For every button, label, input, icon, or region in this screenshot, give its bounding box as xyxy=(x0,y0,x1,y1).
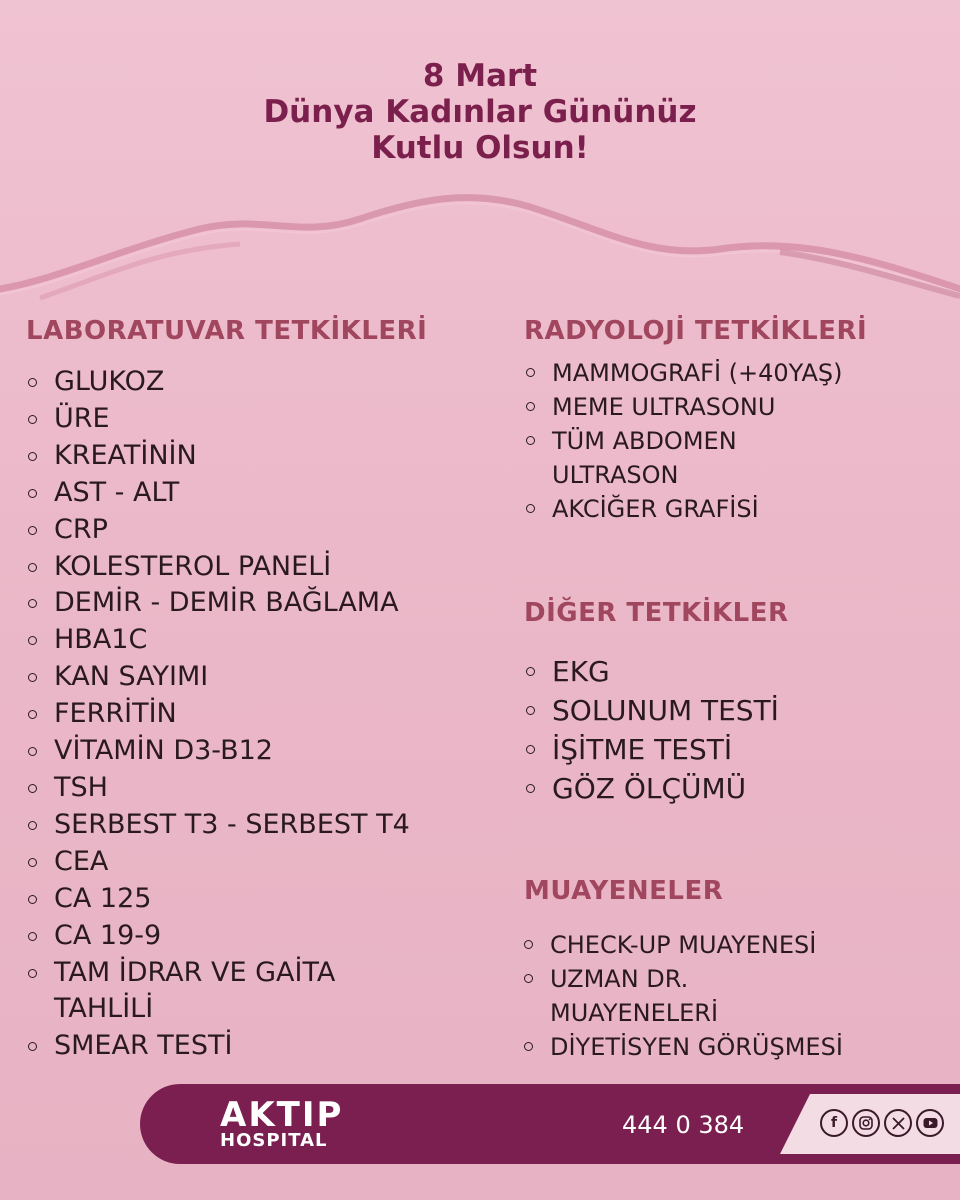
list-item: CA 125 xyxy=(54,881,410,918)
list-item-continuation: ULTRASON xyxy=(552,461,679,489)
list-item: HBA1C xyxy=(54,622,410,659)
list-item: İŞİTME TESTİ xyxy=(552,730,779,769)
phone-number[interactable]: 444 0 384 xyxy=(622,1111,745,1139)
bullet-icon xyxy=(526,504,535,513)
headline xyxy=(0,58,960,166)
list-item: GLUKOZ xyxy=(54,364,410,401)
bullet-icon xyxy=(28,969,37,978)
list-item: AKCİĞER GRAFİSİ xyxy=(552,492,842,526)
bullet-icon xyxy=(28,489,37,498)
exams-list xyxy=(550,928,843,1064)
list-item: SOLUNUM TESTİ xyxy=(552,691,779,730)
lab-section-title: LABORATUVAR TETKİKLERİ xyxy=(26,316,428,346)
bullet-icon xyxy=(28,747,37,756)
list-item: GÖZ ÖLÇÜMÜ xyxy=(552,769,779,808)
list-item: FERRİTİN xyxy=(54,696,410,733)
ribbon-decoration xyxy=(0,180,960,320)
x-icon[interactable] xyxy=(884,1109,912,1137)
bullet-icon xyxy=(524,940,533,949)
bullet-icon xyxy=(28,895,37,904)
bullet-icon xyxy=(526,745,535,754)
bullet-icon xyxy=(28,378,37,387)
headline-line-1: 8 Mart xyxy=(422,58,538,94)
list-item: MAMMOGRAFİ (+40YAŞ) xyxy=(552,356,842,390)
list-item: CA 19-9 xyxy=(54,918,410,955)
brand-logo-sub: HOSPITAL xyxy=(220,1130,328,1151)
list-item: ÜRE xyxy=(54,401,410,438)
list-item: SMEAR TESTİ xyxy=(54,1028,410,1065)
bullet-icon xyxy=(524,1042,533,1051)
bullet-icon xyxy=(28,415,37,424)
social-links xyxy=(820,1109,944,1137)
bullet-icon xyxy=(526,784,535,793)
bullet-icon xyxy=(28,452,37,461)
bullet-icon xyxy=(28,858,37,867)
bullet-icon xyxy=(526,402,535,411)
bullet-icon xyxy=(526,436,535,445)
bullet-icon xyxy=(28,784,37,793)
list-item: MEME ULTRASONU xyxy=(552,390,842,424)
other-section-title: DİĞER TETKİKLER xyxy=(524,598,789,628)
list-item: EKG xyxy=(552,652,779,691)
bullet-icon xyxy=(28,636,37,645)
other-list xyxy=(552,652,779,808)
exams-section-title: MUAYENELER xyxy=(524,876,724,906)
bullet-icon xyxy=(28,710,37,719)
list-item: TAM İDRAR VE GAİTA xyxy=(54,955,410,992)
bullet-icon xyxy=(526,368,535,377)
list-item: KOLESTEROL PANELİ xyxy=(54,549,410,586)
list-item: TÜM ABDOMEN xyxy=(552,424,842,458)
instagram-icon[interactable] xyxy=(852,1109,880,1137)
radiology-section-title: RADYOLOJİ TETKİKLERİ xyxy=(524,316,868,346)
list-item-continuation: MUAYENELERİ xyxy=(550,999,719,1027)
list-item: DEMİR - DEMİR BAĞLAMA xyxy=(54,585,410,622)
radiology-list xyxy=(552,356,842,526)
list-item-continuation: TAHLİLİ xyxy=(54,993,154,1025)
list-item: CRP xyxy=(54,512,410,549)
list-item: CEA xyxy=(54,844,410,881)
bullet-icon xyxy=(526,706,535,715)
bullet-icon xyxy=(28,599,37,608)
list-item: DİYETİSYEN GÖRÜŞMESİ xyxy=(550,1030,843,1064)
bullet-icon xyxy=(28,563,37,572)
bullet-icon xyxy=(28,821,37,830)
list-item: UZMAN DR. xyxy=(550,962,843,996)
bullet-icon xyxy=(28,673,37,682)
brand-logo[interactable]: AKTIP xyxy=(220,1095,344,1135)
list-item: VİTAMİN D3-B12 xyxy=(54,733,410,770)
bullet-icon xyxy=(28,932,37,941)
list-item: SERBEST T3 - SERBEST T4 xyxy=(54,807,410,844)
list-item: KAN SAYIMI xyxy=(54,659,410,696)
bullet-icon xyxy=(526,667,535,676)
youtube-icon[interactable] xyxy=(916,1109,944,1137)
bullet-icon xyxy=(28,1042,37,1051)
list-item: KREATİNİN xyxy=(54,438,410,475)
list-item: TSH xyxy=(54,770,410,807)
headline-line-3: Kutlu Olsun! xyxy=(371,130,589,166)
facebook-icon[interactable]: f xyxy=(820,1109,848,1137)
bullet-icon xyxy=(524,974,533,983)
list-item: CHECK-UP MUAYENESİ xyxy=(550,928,843,962)
list-item: AST - ALT xyxy=(54,475,410,512)
bullet-icon xyxy=(28,526,37,535)
headline-line-2: Dünya Kadınlar Gününüz xyxy=(263,94,697,130)
lab-list xyxy=(54,364,410,1065)
